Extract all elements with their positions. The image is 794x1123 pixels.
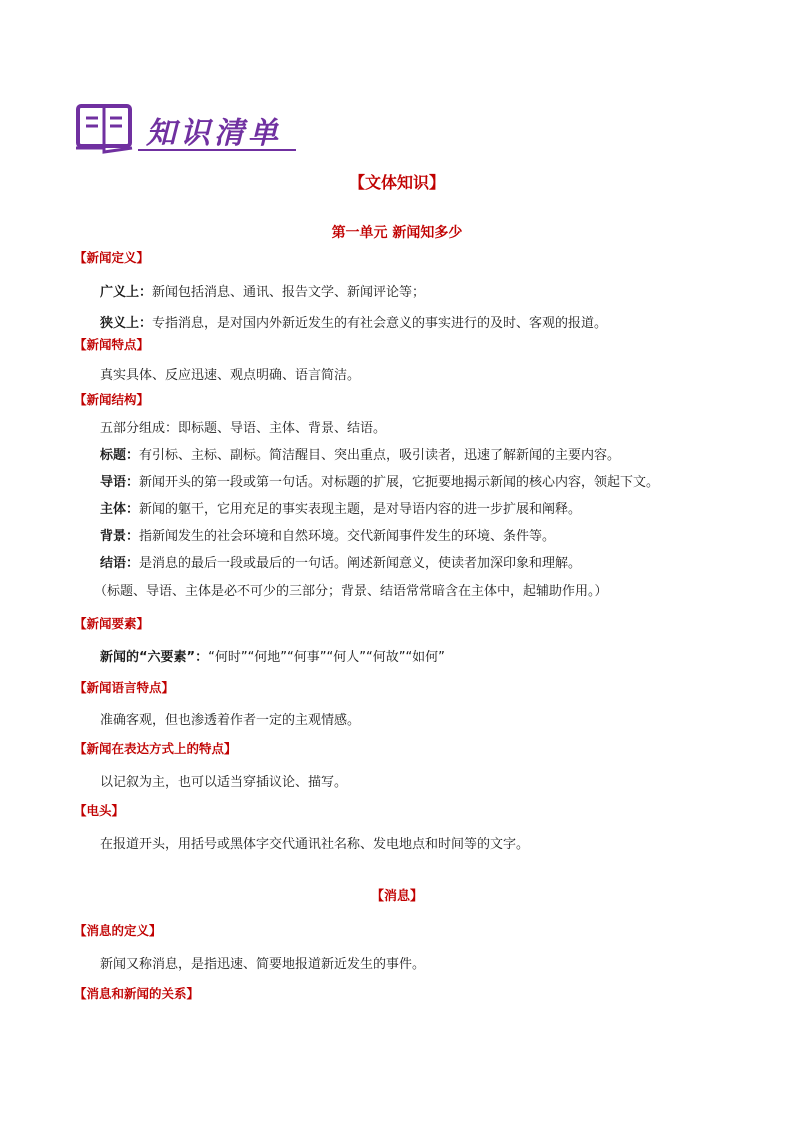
- text-background: 指新闻发生的社会环境和自然环境。交代新闻事件发生的环境、条件等。: [139, 529, 556, 544]
- dateline-text: 在报道开头，用括号或黑体字交代通讯社名称、发电地点和时间等的文字。: [100, 837, 530, 852]
- section-head-expression: 【新闻在表达方式上的特点】: [74, 741, 237, 756]
- elements-line: [100, 646, 445, 665]
- text-body: 新闻的躯干，它用充足的事实表现主题，是对导语内容的进一步扩展和阐释。: [139, 502, 582, 517]
- definition-narrow: [100, 312, 607, 331]
- text-lead: 新闻开头的第一段或第一句话。对标题的扩展，它扼要地揭示新闻的核心内容，领起下文。: [139, 475, 660, 490]
- term-elements: 新闻的“六要素”：: [100, 650, 209, 665]
- term-narrow: 狭义上：: [100, 316, 153, 331]
- section-head-definition: 【新闻定义】: [74, 250, 150, 265]
- section-head-structure: 【新闻结构】: [74, 392, 150, 407]
- section-head-message-definition: 【消息的定义】: [74, 923, 162, 938]
- structure-background: [100, 525, 555, 544]
- definition-broad: [100, 281, 425, 300]
- structure-lead: [100, 471, 659, 490]
- features-text: 真实具体、反应迅速、观点明确、语言简洁。: [100, 368, 361, 383]
- unit-title: 第一单元 新闻知多少: [331, 225, 463, 241]
- section-head-message-relation: 【消息和新闻的关系】: [74, 986, 200, 1001]
- section-head-features: 【新闻特点】: [74, 337, 150, 352]
- structure-note: （标题、导语、主体是必不可少的三部分；背景、结语常常暗含在主体中，起辅助作用。）: [94, 584, 608, 599]
- document-title: 【文体知识】: [348, 173, 445, 192]
- term-lead: 导语：: [100, 475, 140, 490]
- term-body: 主体：: [100, 502, 140, 517]
- text-ending: 是消息的最后一段或最后的一句话。阐述新闻意义，使读者加深印象和理解。: [139, 556, 582, 571]
- knowledge-banner: [76, 104, 298, 154]
- section-head-language: 【新闻语言特点】: [74, 680, 175, 695]
- expression-text: 以记叙为主，也可以适当穿插议论、描写。: [100, 775, 348, 790]
- message-title: 【消息】: [370, 889, 423, 904]
- language-text: 准确客观，但也渗透着作者一定的主观情感。: [100, 713, 361, 728]
- text-title: 有引标、主标、副标。简洁醒目、突出重点，吸引读者，迅速了解新闻的主要内容。: [139, 448, 621, 463]
- banner-title: 知识清单: [146, 116, 282, 151]
- text-narrow: 专指消息，是对国内外新近发生的有社会意义的事实进行的及时、客观的报道。: [152, 316, 608, 331]
- section-head-elements: 【新闻要素】: [74, 616, 150, 631]
- structure-body: [100, 498, 581, 517]
- term-broad: 广义上：: [100, 285, 153, 300]
- text-elements: “何时”“何地”“何事”“何人”“何故”“如何”: [208, 650, 445, 665]
- term-title: 标题：: [100, 448, 140, 463]
- structure-ending: [100, 552, 581, 571]
- structure-intro: 五部分组成：即标题、导语、主体、背景、结语。: [100, 421, 387, 436]
- term-ending: 结语：: [100, 556, 140, 571]
- structure-title: [100, 444, 620, 463]
- message-definition-text: 新闻又称消息，是指迅速、简要地报道新近发生的事件。: [100, 957, 426, 972]
- text-broad: 新闻包括消息、通讯、报告文学、新闻评论等；: [152, 285, 426, 300]
- term-background: 背景：: [100, 529, 140, 544]
- section-head-dateline: 【电头】: [74, 803, 125, 818]
